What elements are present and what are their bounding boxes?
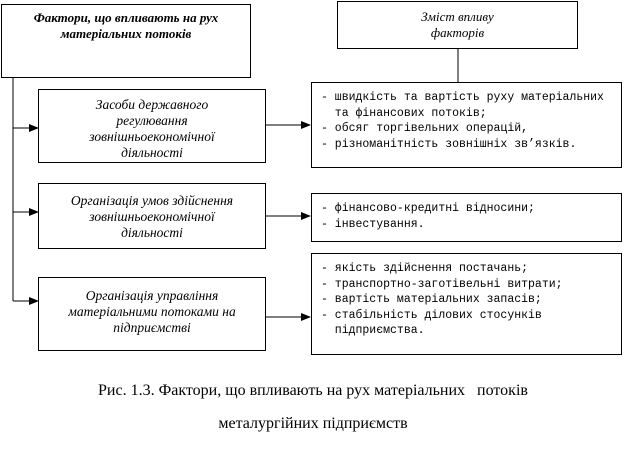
factor-3-line: підприємстві (113, 320, 191, 335)
factors-header-line2: матеріальних потоків (60, 26, 192, 41)
factor-box-3 (38, 277, 266, 351)
effect-1-line: та фінансових потоків; (321, 106, 487, 120)
factor-1-line: зовнішньоекономічної (89, 129, 215, 144)
figure-caption-line2: металургійних підприємств (218, 415, 408, 432)
effect-3-line: - транспортно-заготівельні витрати; (321, 277, 563, 291)
factor-3-line: Організація управління (85, 288, 219, 303)
effect-box-3 (311, 253, 622, 355)
factor-box-2 (38, 183, 266, 249)
factor-1-line: Засоби державного (95, 97, 209, 112)
influence-header-line1: Зміст впливу (421, 9, 494, 24)
effect-1-line: - різноманітність зовнішніх зв’язків. (321, 137, 577, 151)
effect-1-line: - швидкість та вартість руху матеріальних (321, 91, 604, 104)
influence-header-line2: факторів (430, 25, 485, 40)
effect-2-line: - фінансово-кредитні відносини; (321, 202, 535, 215)
influence-header-box (337, 1, 578, 49)
effect-1-line: - обсяг торгівельних операцій, (321, 122, 529, 135)
effect-3-line: підприємства. (321, 324, 425, 337)
effect-box-2 (311, 193, 622, 242)
effect-3-line: - вартість матеріальних запасів; (321, 293, 542, 306)
factor-3-line: матеріальними потоками на (68, 304, 236, 319)
factor-2-line: Організація умов здійснення (70, 193, 234, 208)
figure-caption-line1: Рис. 1.3. Фактори, що впливають на рух матеріальних потоків (98, 382, 528, 399)
effect-3-line: - стабільність ділових стосунків (321, 308, 542, 322)
effect-2-line: - інвестування. (321, 217, 425, 231)
factor-box-1 (38, 89, 266, 163)
factor-2-line: зовнішньоекономічної (89, 209, 215, 224)
effect-box-1 (311, 82, 622, 168)
factor-1-line: регулювання (116, 113, 188, 128)
factors-header-box (1, 4, 251, 78)
factor-1-line: діяльності (121, 145, 183, 160)
effect-3-line: - якість здійснення постачань; (321, 262, 529, 275)
factors-header-line1: Фактори, що впливають на рух (33, 10, 219, 25)
factor-2-line: діяльності (121, 225, 183, 240)
